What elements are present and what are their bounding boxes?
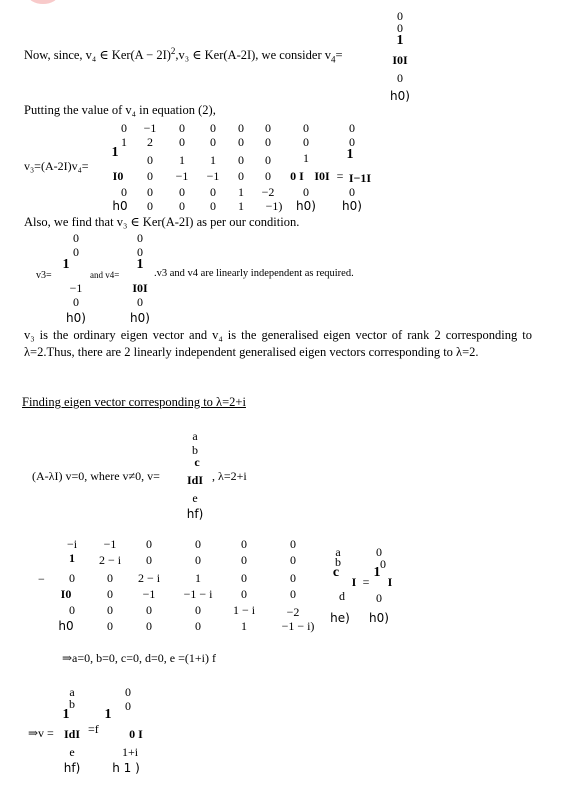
ev-cell: c	[194, 455, 200, 469]
m4-cell: 2 − i	[137, 571, 161, 585]
r4-cell: 0	[380, 557, 386, 571]
m2-cell: −1	[206, 169, 220, 183]
ev-cell: e	[192, 491, 198, 505]
r4-cell: 1	[373, 565, 381, 580]
fv-cell: IdI	[63, 727, 81, 741]
final-eq: =f	[88, 722, 99, 736]
indep-v3-label: v3=	[36, 270, 52, 281]
v4e-cell: d	[339, 589, 345, 603]
m4-cell: 0	[195, 553, 201, 567]
m4-cell: 1 − i	[232, 603, 256, 617]
m2-cell: 0	[210, 199, 216, 213]
vr-cell: 1	[346, 147, 354, 162]
m4-cell: 0	[107, 571, 113, 585]
m4-cell: 0	[290, 537, 296, 551]
result-line: ⇒a=0, b=0, c=0, d=0, e =(1+i) f	[62, 651, 216, 665]
m4-cell: 1	[241, 619, 247, 633]
iv3-cell: −1	[69, 281, 83, 295]
m2-cell: I0	[112, 169, 124, 183]
iv4-cell: I0I	[132, 281, 148, 295]
m2-cell: 0	[147, 199, 153, 213]
iv4-cell: 1	[136, 257, 144, 272]
v4e-cell: c	[332, 565, 340, 580]
m2-cell: 0	[147, 185, 153, 199]
para1-sub: 4	[330, 54, 336, 65]
m2-cell: 0	[121, 121, 127, 135]
vr-cell: 0	[349, 185, 355, 199]
iv4-cell: 0	[137, 295, 143, 309]
m2-cell: 0	[179, 121, 185, 135]
iv3-cell: 0	[73, 231, 79, 245]
v4-r5: 0	[397, 71, 403, 85]
eq4-lead: −	[38, 572, 45, 586]
v4e-cell: I	[351, 575, 357, 589]
fv-cell: e	[69, 745, 75, 759]
v4e-cell: a	[335, 545, 341, 559]
vr-cell: 0	[349, 135, 355, 149]
v4-r4: I0I	[392, 53, 408, 67]
iv3-cell: h0)	[66, 311, 86, 325]
m4-cell: 0	[290, 587, 296, 601]
m2-cell: 0	[121, 185, 127, 199]
vr-cell: h0)	[342, 199, 362, 213]
m4-cell: 1	[69, 551, 75, 565]
iv4-cell: h0)	[130, 311, 150, 325]
vm-cell: 0 I	[290, 169, 304, 183]
m4-cell: 0	[146, 619, 152, 633]
eq2-lhs: v₃=(A-2I)v₄=	[24, 159, 89, 173]
para1-text: Now, since, v₄ ∈ Ker(A − 2I)	[24, 48, 171, 63]
m2-cell: 0	[210, 135, 216, 149]
fr-cell: 1+i	[121, 745, 139, 759]
vm-cell: 0	[303, 185, 309, 199]
fv-cell: b	[69, 697, 75, 711]
m4-cell: 0	[241, 587, 247, 601]
m4-cell: 0	[195, 619, 201, 633]
vm-cell: 1	[303, 151, 309, 165]
v4-r1: 0	[397, 9, 403, 23]
m2-cell: 0	[179, 135, 185, 149]
m2-cell: 0	[147, 153, 153, 167]
vm-cell: h0)	[296, 199, 316, 213]
para1-sup: 2	[170, 46, 176, 56]
m4-cell: −1	[142, 587, 156, 601]
ev-cell: IdI	[186, 473, 204, 487]
iv4-cell: 0	[137, 231, 143, 245]
iv3-cell: 0	[73, 245, 79, 259]
fr-cell: 0	[125, 699, 131, 713]
r4-cell: 0	[376, 591, 382, 605]
m2-cell: −1	[175, 169, 189, 183]
m4-cell: 2 − i	[98, 553, 122, 567]
m4-cell: I0	[60, 587, 72, 601]
vr-cell: I−1I	[348, 171, 372, 185]
m2-cell: 2	[147, 135, 153, 149]
m2-cell: 0	[265, 135, 271, 149]
m4-cell: 0	[290, 571, 296, 585]
fr-cell: 1	[104, 707, 112, 722]
ev-cell: hf)	[186, 507, 204, 521]
m2-cell: −1)	[265, 199, 283, 213]
m2-cell: 0	[238, 135, 244, 149]
m4-cell: 0	[241, 553, 247, 567]
m4-cell: 0	[107, 603, 113, 617]
para1-line	[24, 47, 343, 65]
eq3-lhs: (A-λI) v=0, where v≠0, v=	[32, 469, 160, 483]
r4-cell: I	[387, 575, 393, 589]
section-heading: Finding eigen vector corresponding to λ=2+i	[22, 395, 246, 409]
m4-cell: 0	[69, 603, 75, 617]
iv3-cell: 0	[73, 295, 79, 309]
m2-cell: 0	[265, 121, 271, 135]
fr-cell: h 1 )	[112, 761, 140, 775]
decorative-pink-shape	[28, 0, 58, 4]
m4-cell: 1	[195, 571, 201, 585]
m2-cell: 1	[179, 153, 185, 167]
m4-cell: −2	[286, 605, 300, 619]
m4-cell: 0	[146, 553, 152, 567]
v4e-cell: he)	[330, 611, 350, 625]
ev-cell: b	[192, 443, 198, 457]
m4-cell: 0	[107, 587, 113, 601]
ev-cell: a	[192, 429, 198, 443]
fr-cell: 0	[125, 685, 131, 699]
m2-cell: −2	[261, 185, 275, 199]
eq4-equals: =	[362, 575, 370, 589]
m4-cell: 0	[241, 537, 247, 551]
para1-eq: =	[335, 48, 343, 63]
m4-cell: 0	[290, 553, 296, 567]
m4-cell: 0	[107, 619, 113, 633]
vr-cell: 0	[349, 121, 355, 135]
m4-cell: −1 − i	[183, 587, 213, 601]
para4: v₃ is the ordinary eigen vector and v₄ is the generalised eigen vector of rank 2 corresponding to λ=2.Thus, there are 2 linearly independent generalised eigen vectors corresponding to λ=2.	[24, 328, 532, 359]
vm-sep: I0I	[314, 169, 330, 183]
v4-r3: 1	[396, 33, 404, 48]
m2-cell: 1	[210, 153, 216, 167]
vm-cell: 0	[303, 135, 309, 149]
eq2-equals: =	[336, 169, 344, 183]
r4-cell: 0	[376, 545, 382, 559]
m2-cell: 1	[238, 185, 244, 199]
m4-cell: 0	[195, 537, 201, 551]
m2-cell: 0	[265, 153, 271, 167]
m2-cell: 0	[210, 121, 216, 135]
v4-r6: h0)	[390, 89, 410, 103]
m2-cell: 1	[238, 199, 244, 213]
m2-cell: 0	[238, 121, 244, 135]
para2: Putting the value of v₄ in equation (2),	[24, 103, 216, 117]
m2-cell: 0	[210, 185, 216, 199]
indep-mid: and v4=	[90, 270, 120, 280]
m2-cell: 0	[147, 169, 153, 183]
r4-cell: h0)	[369, 611, 389, 625]
indep-tail: .v3 and v4 are linearly independent as required.	[154, 268, 354, 279]
eq3-tail: , λ=2+i	[212, 469, 247, 483]
m2-cell: −1	[143, 121, 157, 135]
iv4-cell: 0	[137, 245, 143, 259]
m2-cell: 0	[265, 169, 271, 183]
m4-cell: 0	[146, 603, 152, 617]
m4-cell: h0	[58, 619, 74, 633]
m4-cell: 0	[241, 571, 247, 585]
para3: Also, we find that v₃ ∈ Ker(A-2I) as per our condition.	[24, 215, 300, 229]
fv-cell: a	[69, 685, 75, 699]
m4-cell: 0	[69, 571, 75, 585]
m4-cell: −1	[103, 537, 117, 551]
v4e-cell: b	[335, 555, 341, 569]
m2-cell: 1	[111, 145, 119, 160]
m4-cell: −i	[66, 537, 78, 551]
m4-cell: −1 − i)	[281, 619, 315, 633]
vm-cell: 0	[303, 121, 309, 135]
m2-cell: 0	[238, 153, 244, 167]
iv3-cell: 1	[62, 257, 70, 272]
para1-mid: ,v₃ ∈ Ker(A-2I), we consider v	[175, 48, 331, 63]
final-lead: ⇒v =	[28, 726, 54, 740]
v4-r2: 0	[397, 21, 403, 35]
fr-cell: 0 I	[129, 727, 143, 741]
m4-cell: 0	[195, 603, 201, 617]
m2-cell: h0	[112, 199, 128, 213]
fv-cell: 1	[62, 707, 70, 722]
m2-cell: 0	[238, 169, 244, 183]
m2-cell: 1	[121, 135, 127, 149]
fv-cell: hf)	[63, 761, 81, 775]
m4-cell: 0	[146, 537, 152, 551]
m2-cell: 0	[179, 199, 185, 213]
m2-cell: 0	[179, 185, 185, 199]
